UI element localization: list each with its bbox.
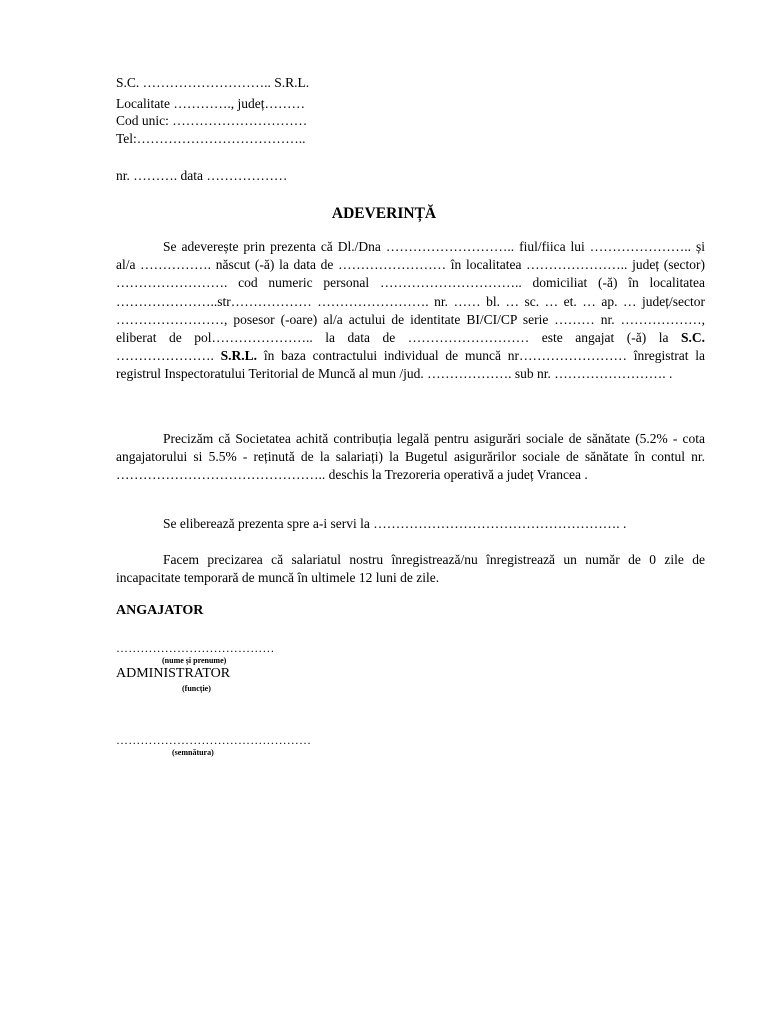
company-suffix-bold: S.R.L. xyxy=(220,348,258,364)
document-title: ADEVERINȚĂ xyxy=(331,205,437,222)
incapacity-paragraph: Facem precizarea că salariatul nostru înregistrează/nu înregistrează un număr de 0 zile de incapacitate temporară de muncă în ultimele 12 luni de zile. xyxy=(116,552,705,586)
company-prefix-bold: S.C. xyxy=(680,330,705,346)
name-dotted-line: ………………………………… xyxy=(116,641,275,655)
signature-dotted-line: ………………………………………… xyxy=(116,733,312,747)
administrator-role: ADMINISTRATOR xyxy=(116,666,231,681)
signature-caption: (semnătura) xyxy=(172,748,214,757)
company-name-line: S.C. ……………………….. S.R.L. xyxy=(116,75,310,90)
purpose-paragraph: Se eliberează prezenta spre a-i servi la ………………………………………………. . xyxy=(163,516,627,531)
employment-text-3: în baza contractului individual de muncă nr…………………… înregistrat la registrul Inspectoratului Teritorial de Muncă al mun /jud. ………………. sub nr. ……………………. . xyxy=(116,348,706,382)
cod-unic-line: Cod unic: ………………………… xyxy=(116,113,308,128)
employment-text-2: …………………. xyxy=(116,348,221,364)
contribution-paragraph: Precizăm că Societatea achită contribuția legală pentru asigurări sociale de sănătate (5.2% - cota angajatorului si 5.5% - reținută de la salariați) la Bugetul asigurărilor sociale de sănătate în contul nr. ……………………………………….. deschis la Trezoreria operativă a județ Vrancea . xyxy=(116,431,705,483)
role-caption: (funcție) xyxy=(182,684,211,693)
employer-heading: ANGAJATOR xyxy=(116,603,204,618)
employment-paragraph xyxy=(116,238,705,384)
employment-text-1: Se adeverește prin prezenta că Dl./Dna ……………………….. fiul/fiica lui ………………….. și al/a ……………. născut (-ă) la data de …………………… în localitatea ………………….. județ (sector) ……………………. cod numeric personal ………………………….. domiciliat (-ă) în localitatea …………………..str……………… ……………………. nr. …… bl. … sc. … et. … ap. … județ/sector ……………………, posesor (-oare) al/a actului de identitate BI/CI/CP serie ……… nr. ………………, eliberat de pol………………….. la data de ……………………… este angajat (-ă) la xyxy=(116,239,705,346)
name-caption: (nume și prenume) xyxy=(162,656,227,665)
nr-data-line: nr. ………. data ……………… xyxy=(116,168,288,183)
locality-line: Localitate …………., județ……… xyxy=(116,96,305,111)
tel-line: Tel:……………………………….. xyxy=(116,131,306,146)
